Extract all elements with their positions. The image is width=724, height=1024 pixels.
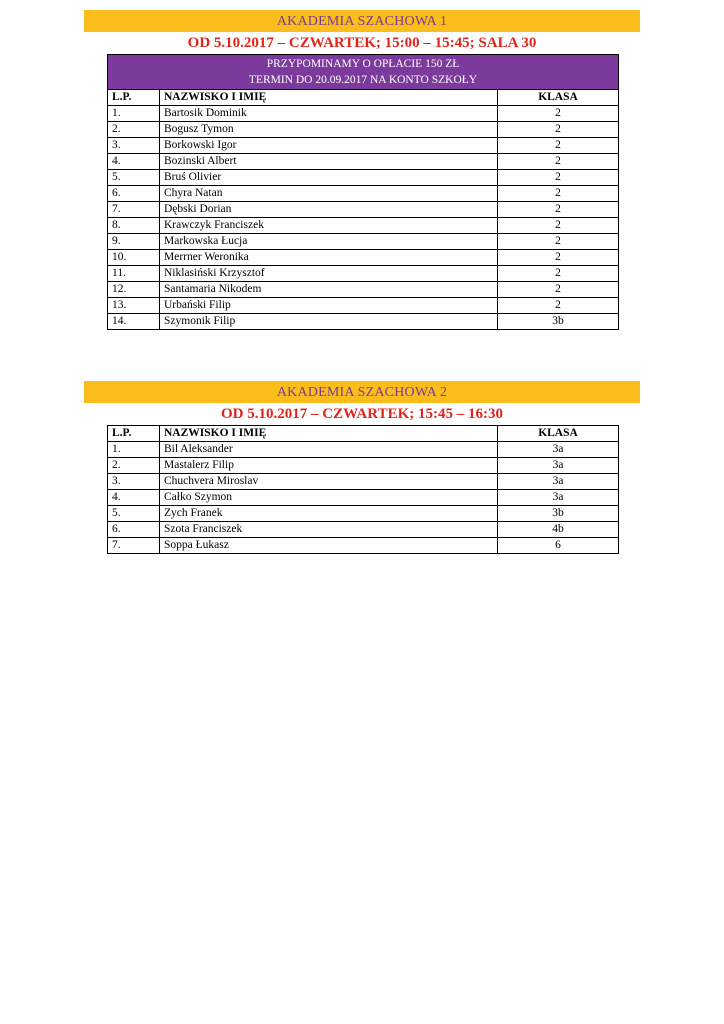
- header-klasa: KLASA: [498, 426, 619, 442]
- cell-lp: 8.: [108, 218, 160, 234]
- section-title: AKADEMIA SZACHOWA 2: [84, 381, 640, 403]
- cell-klasa: 4b: [498, 522, 619, 538]
- cell-lp: 5.: [108, 506, 160, 522]
- cell-name: Markowska Łucja: [160, 234, 498, 250]
- cell-klasa: 2: [498, 218, 619, 234]
- cell-lp: 2.: [108, 122, 160, 138]
- cell-name: Bil Aleksander: [160, 442, 498, 458]
- table-row: [108, 538, 619, 554]
- cell-lp: 14.: [108, 314, 160, 330]
- cell-klasa: 2: [498, 250, 619, 266]
- cell-klasa: 3a: [498, 490, 619, 506]
- cell-klasa: 3a: [498, 474, 619, 490]
- cell-klasa: 3a: [498, 442, 619, 458]
- cell-lp: 2.: [108, 458, 160, 474]
- cell-lp: 7.: [108, 202, 160, 218]
- table-row: [108, 138, 619, 154]
- cell-lp: 4.: [108, 490, 160, 506]
- students-table: [107, 425, 619, 554]
- cell-name: Bozinski Albert: [160, 154, 498, 170]
- table-row: [108, 490, 619, 506]
- cell-name: Niklasiński Krzysztof: [160, 266, 498, 282]
- table-header-row: [108, 90, 619, 106]
- section-akademia-1: [84, 10, 640, 327]
- cell-name: Bruś Olivier: [160, 170, 498, 186]
- header-name: NAZWISKO I IMIĘ: [160, 426, 498, 442]
- cell-name: Merrner Weronika: [160, 250, 498, 266]
- schedule-line: OD 5.10.2017 – CZWARTEK; 15:45 – 16:30: [221, 406, 503, 422]
- cell-klasa: 2: [498, 202, 619, 218]
- cell-klasa: 2: [498, 282, 619, 298]
- cell-lp: 11.: [108, 266, 160, 282]
- cell-name: Chuchvera Miroslav: [160, 474, 498, 490]
- notice-line-1: PRZYPOMINAMY O OPŁACIE 150 ZŁ: [266, 58, 460, 70]
- cell-klasa: 2: [498, 122, 619, 138]
- cell-name: Krawczyk Franciszek: [160, 218, 498, 234]
- table-row: [108, 266, 619, 282]
- header-name: NAZWISKO I IMIĘ: [160, 90, 498, 106]
- cell-lp: 6.: [108, 522, 160, 538]
- cell-name: Chyra Natan: [160, 186, 498, 202]
- cell-lp: 7.: [108, 538, 160, 554]
- table-row: [108, 202, 619, 218]
- table-row: [108, 218, 619, 234]
- header-klasa: KLASA: [498, 90, 619, 106]
- cell-lp: 4.: [108, 154, 160, 170]
- table-row: [108, 522, 619, 538]
- table-row: [108, 474, 619, 490]
- cell-lp: 6.: [108, 186, 160, 202]
- table-row: [108, 170, 619, 186]
- cell-lp: 5.: [108, 170, 160, 186]
- header-lp: L.P.: [108, 426, 160, 442]
- cell-name: Całko Szymon: [160, 490, 498, 506]
- cell-klasa: 2: [498, 154, 619, 170]
- cell-klasa: 3b: [498, 314, 619, 330]
- cell-name: Bogusz Tymon: [160, 122, 498, 138]
- cell-lp: 1.: [108, 442, 160, 458]
- cell-name: Urbański Filip: [160, 298, 498, 314]
- table-row: [108, 298, 619, 314]
- cell-lp: 1.: [108, 106, 160, 122]
- students-table: [107, 54, 619, 330]
- table-row: [108, 458, 619, 474]
- table-row: [108, 250, 619, 266]
- cell-lp: 9.: [108, 234, 160, 250]
- cell-name: Bartosik Dominik: [160, 106, 498, 122]
- cell-lp: 3.: [108, 474, 160, 490]
- table-row: [108, 106, 619, 122]
- cell-klasa: 2: [498, 106, 619, 122]
- header-lp: L.P.: [108, 90, 160, 106]
- payment-notice: [108, 55, 619, 90]
- table-row: [108, 506, 619, 522]
- table-row: [108, 442, 619, 458]
- table-row: [108, 234, 619, 250]
- cell-klasa: 2: [498, 266, 619, 282]
- section-akademia-2: [84, 381, 640, 551]
- cell-name: Santamaria Nikodem: [160, 282, 498, 298]
- cell-klasa: 2: [498, 298, 619, 314]
- table-row: [108, 282, 619, 298]
- cell-name: Borkowski Igor: [160, 138, 498, 154]
- table-row: [108, 122, 619, 138]
- cell-name: Szymonik Filip: [160, 314, 498, 330]
- cell-klasa: 2: [498, 234, 619, 250]
- cell-name: Soppa Łukasz: [160, 538, 498, 554]
- table-header-row: [108, 426, 619, 442]
- cell-klasa: 6: [498, 538, 619, 554]
- cell-lp: 12.: [108, 282, 160, 298]
- schedule-line: OD 5.10.2017 – CZWARTEK; 15:00 – 15:45; SALA 30: [187, 35, 537, 51]
- cell-lp: 13.: [108, 298, 160, 314]
- notice-line-2: TERMIN DO 20.09.2017 NA KONTO SZKOŁY: [248, 74, 478, 86]
- cell-lp: 10.: [108, 250, 160, 266]
- table-row: [108, 186, 619, 202]
- cell-lp: 3.: [108, 138, 160, 154]
- cell-klasa: 2: [498, 170, 619, 186]
- cell-name: Zych Franek: [160, 506, 498, 522]
- cell-name: Mastalerz Filip: [160, 458, 498, 474]
- cell-klasa: 3a: [498, 458, 619, 474]
- cell-klasa: 2: [498, 186, 619, 202]
- cell-klasa: 3b: [498, 506, 619, 522]
- cell-name: Dębski Dorian: [160, 202, 498, 218]
- table-row: [108, 154, 619, 170]
- cell-klasa: 2: [498, 138, 619, 154]
- cell-name: Szota Franciszek: [160, 522, 498, 538]
- section-title: AKADEMIA SZACHOWA 1: [84, 10, 640, 32]
- table-row: [108, 314, 619, 330]
